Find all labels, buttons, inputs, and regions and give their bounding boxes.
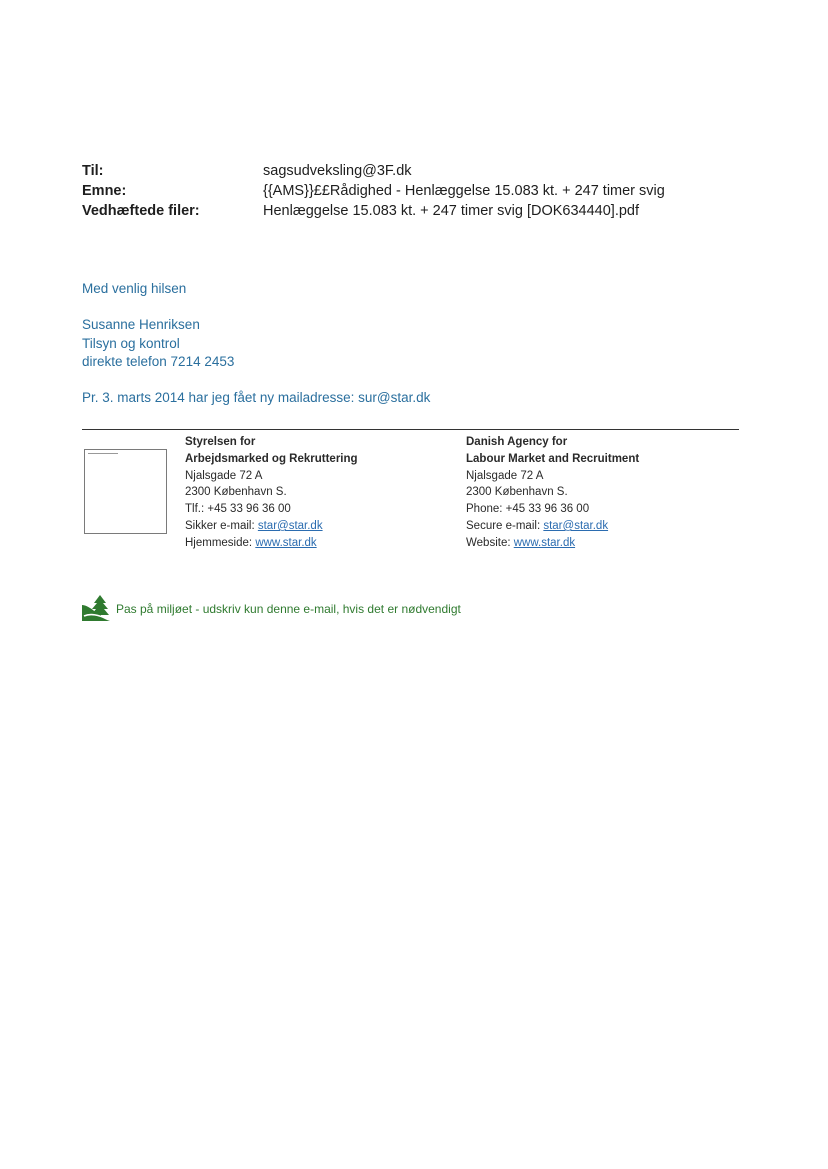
agency-english-web-row bbox=[466, 535, 639, 552]
agency-danish-email-link[interactable]: star@star.dk bbox=[257, 519, 323, 532]
agency-english-web-label: Website: bbox=[466, 536, 511, 549]
agency-danish-address: Njalsgade 72 A bbox=[185, 469, 263, 482]
agency-danish-city: 2300 København S. bbox=[185, 486, 287, 499]
mail-change-notice: Pr. 3. marts 2014 har jeg fået ny mailadresse: sur@star.dk bbox=[82, 390, 431, 405]
subject-label: Emne: bbox=[82, 183, 127, 199]
agency-danish-web-link[interactable]: www.star.dk bbox=[255, 536, 317, 549]
agency-danish-web-row bbox=[185, 535, 358, 552]
agency-english-email-label: Secure e-mail: bbox=[466, 519, 541, 532]
agency-danish-email-row bbox=[185, 518, 358, 535]
greeting: Med venlig hilsen bbox=[82, 281, 187, 296]
subject-value: {{AMS}}££Rådighed - Henlæggelse 15.083 kt. + 247 timer svig bbox=[263, 183, 665, 199]
agency-english-city: 2300 København S. bbox=[466, 486, 568, 499]
agency-english-phone: Phone: +45 33 96 36 00 bbox=[466, 503, 590, 516]
agency-danish-phone: Tlf.: +45 33 96 36 00 bbox=[185, 503, 291, 516]
divider bbox=[82, 429, 739, 430]
agency-english-block bbox=[466, 434, 639, 552]
agency-english-line1: Danish Agency for bbox=[466, 436, 568, 448]
agency-danish-line1: Styrelsen for bbox=[185, 436, 256, 448]
sender-department: Tilsyn og kontrol bbox=[82, 336, 180, 351]
agency-danish-email-label: Sikker e-mail: bbox=[185, 519, 255, 532]
tree-environment-icon bbox=[81, 594, 111, 622]
agency-english-address: Njalsgade 72 A bbox=[466, 469, 544, 482]
sender-phone: direkte telefon 7214 2453 bbox=[82, 354, 235, 369]
to-label: Til: bbox=[82, 163, 104, 179]
agency-english-web-link[interactable]: www.star.dk bbox=[513, 536, 576, 549]
to-value: sagsudveksling@3F.dk bbox=[263, 163, 412, 179]
sender-name: Susanne Henriksen bbox=[82, 317, 200, 332]
attachments-value: Henlæggelse 15.083 kt. + 247 timer svig [DOK634440].pdf bbox=[263, 203, 640, 219]
eco-note: Pas på miljøet - udskriv kun denne e-mail, hvis det er nødvendigt bbox=[116, 602, 461, 616]
agency-danish-web-label: Hjemmeside: bbox=[185, 536, 253, 549]
agency-english-line2: Labour Market and Recruitment bbox=[466, 452, 640, 465]
agency-danish-line2: Arbejdsmarked og Rekruttering bbox=[185, 452, 358, 465]
agency-english-email-row bbox=[466, 518, 639, 535]
agency-danish-block bbox=[185, 434, 358, 552]
agency-english-email-link[interactable]: star@star.dk bbox=[543, 519, 609, 532]
agency-logo bbox=[84, 449, 167, 534]
attachments-label: Vedhæftede filer: bbox=[82, 203, 200, 219]
